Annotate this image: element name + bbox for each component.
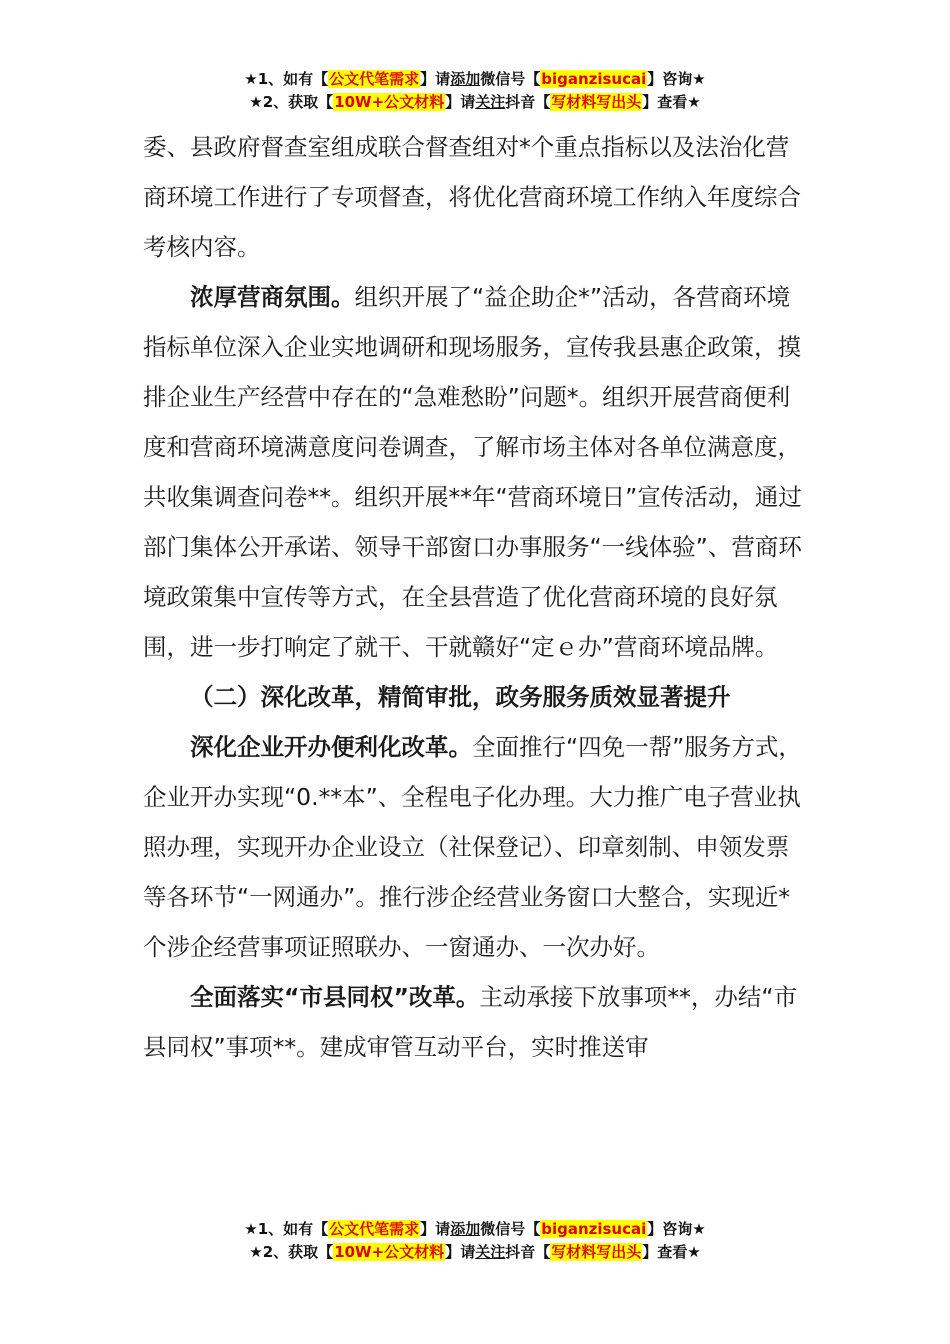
banner-text: 】请 [445,1243,476,1261]
banner-text: 】请 [420,1220,451,1238]
banner-text: 】查看★ [642,93,701,111]
banner-line-2 [0,91,950,114]
banner-text: ★2、获取【 [249,1243,334,1261]
banner-text: 抖音【 [505,93,551,111]
banner-text: 抖音【 [505,1243,551,1261]
paragraph-heading: 浓厚营商氛围。 [190,283,355,311]
wechat-id-highlight: biganzisucai [541,1220,647,1238]
banner-underlined: 关注 [475,93,506,111]
banner-text: 微信号【 [480,1220,541,1238]
paragraph-text: 主动承接下放事项**，办结“市县同权”事项**。建成审管互动平台，实时推送审 [143,983,798,1061]
banner-highlight: 公文代笔需求 [329,70,420,88]
banner-text: 】咨询★ [647,1220,706,1238]
paragraph-4 [143,972,807,1072]
banner-underlined: 添加 [450,1220,481,1238]
paragraph-heading: 全面落实“市县同权”改革。 [190,983,480,1011]
banner-text: 】请 [420,70,451,88]
douyin-id-highlight: 写材料写出头 [551,93,642,111]
paragraph-text: 全面推行“四免一帮”服务方式，企业开办实现“0.**本”、全程电子化办理。大力推广电子营业执照办理，实现开办企业设立（社保登记）、印章刻制、申领发票等各环节“一网通办”。推行涉企经营业务窗口大整合，实现近*个涉企经营事项证照联办、一窗通办、一次办好。 [143,733,802,961]
banner-line-1 [0,1218,950,1241]
banner-line-2 [0,1241,950,1264]
wechat-id-highlight: biganzisucai [541,70,647,88]
document-body [143,122,807,1072]
footer-banner [0,1218,950,1264]
banner-text: ★2、获取【 [249,93,334,111]
banner-line-1 [0,68,950,91]
banner-text: 】查看★ [642,1243,701,1261]
paragraph-heading: 深化企业开办便利化改革。 [190,733,472,761]
banner-highlight: 10W+公文材料 [334,1243,445,1261]
banner-text: ★1、如有【 [244,70,329,88]
header-banner [0,68,950,114]
banner-text: 】咨询★ [647,70,706,88]
paragraph-1: 委、县政府督查室组成联合督查组对*个重点指标以及法治化营商环境工作进行了专项督查，将优化营商环境工作纳入年度综合考核内容。 [143,133,801,261]
paragraph-3 [143,722,807,972]
section-heading-2: （二）深化改革，精简审批，政务服务质效显著提升 [190,683,731,711]
banner-highlight: 10W+公文材料 [334,93,445,111]
banner-highlight: 公文代笔需求 [329,1220,420,1238]
banner-underlined: 添加 [450,70,481,88]
banner-text: ★1、如有【 [244,1220,329,1238]
douyin-id-highlight: 写材料写出头 [551,1243,642,1261]
banner-text: 】请 [445,93,476,111]
paragraph-2 [143,272,807,672]
banner-text: 微信号【 [480,70,541,88]
paragraph-text: 组织开展了“益企助企*”活动，各营商环境指标单位深入企业实地调研和现场服务，宣传我县惠企政策，摸排企业生产经营中存在的“急难愁盼”问题*。组织开展营商便利度和营商环境满意度问卷调查，了解市场主体对各单位满意度，共收集调查问卷**。组织开展**年“营商环境日”宣传活动，通过部门集体公开承诺、领导干部窗口办事服务“一线体验”、营商环境政策集中宣传等方式，在全县营造了优化营商环境的良好氛围，进一步打响定了就干、干就赣好“定ｅ办”营商环境品牌。 [143,283,802,661]
banner-underlined: 关注 [475,1243,506,1261]
